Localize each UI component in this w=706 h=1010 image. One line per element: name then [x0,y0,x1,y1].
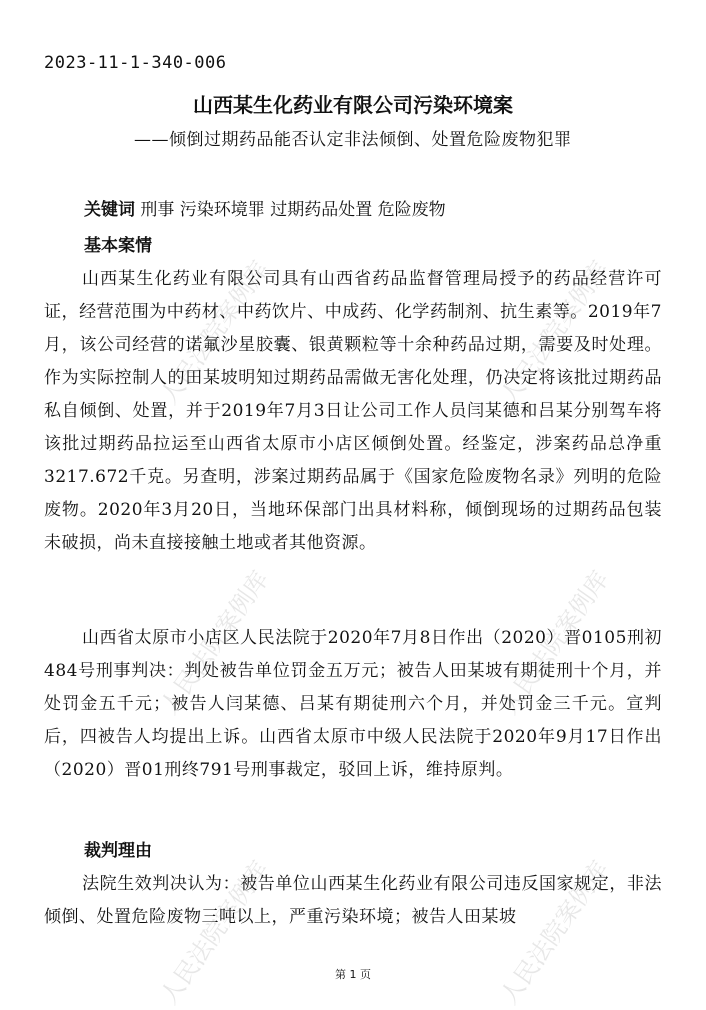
reasons-paragraph-1: 法院生效判决认为：被告单位山西某生化药业有限公司违反国家规定，非法倾倒、处置危险废物三吨以上，严重污染环境；被告人田某坡 [44,874,662,927]
watermark: 人民法院案例库 [494,255,615,410]
section-heading-facts: 基本案情 [84,236,152,256]
case-subtitle: ——倾倒过期药品能否认定非法倾倒、处置危险废物犯罪 [134,130,572,150]
watermark: 人民法院案例库 [154,255,275,410]
watermark: 人民法院案例库 [154,855,275,1010]
watermark: 人民法院案例库 [154,565,275,720]
section-heading-reasons: 裁判理由 [84,841,152,861]
keywords-label: 关键词 [84,200,135,220]
document-id: 2023-11-1-340-006 [44,53,227,73]
keywords-terms: 刑事 污染环境罪 过期药品处置 危险废物 [140,200,446,220]
keywords-line [84,195,446,220]
watermark: 人民法院案例库 [494,855,615,1010]
page-number: 第 1 页 [335,968,371,981]
facts-paragraph-1: 山西某生化药业有限公司具有山西省药品监督管理局授予的药品经营许可证，经营范围为中药材、中药饮片、中成药、化学药制剂、抗生素等。2019年7月，该公司经营的诺氟沙星胶囊、银黄颗粒等十余种药品过期，需要及时处理。作为实际控制人的田某坡明知过期药品需做无害化处理，仍决定将该批过期药品私自倾倒、处置，并于2019年7月3日让公司工作人员闫某德和吕某分别驾车将该批过期药品拉运至山西省太原市小店区倾倒处置。经鉴定，涉案药品总净重3217.672千克。另查明，涉案过期药品属于《国家危险废物名录》列明的危险废物。2020年3月20日，当地环保部门出具材料称，倾倒现场的过期药品包装未破损，尚未直接接触土地或者其他资源。 [44,269,662,553]
watermark: 人民法院案例库 [494,565,615,720]
facts-paragraph-2: 山西省太原市小店区人民法院于2020年7月8日作出（2020）晋0105刑初484号刑事判决：判处被告单位罚金五万元；被告人田某坡有期徒刑十个月，并处罚金五千元；被告人闫某德、吕某有期徒刑六个月，并处罚金三千元。宣判后，四被告人均提出上诉。山西省太原市中级人民法院于2020年9月17日作出（2020）晋01刑终791号刑事裁定，驳回上诉，维持原判。 [44,628,662,780]
case-title: 山西某生化药业有限公司污染环境案 [193,93,513,117]
